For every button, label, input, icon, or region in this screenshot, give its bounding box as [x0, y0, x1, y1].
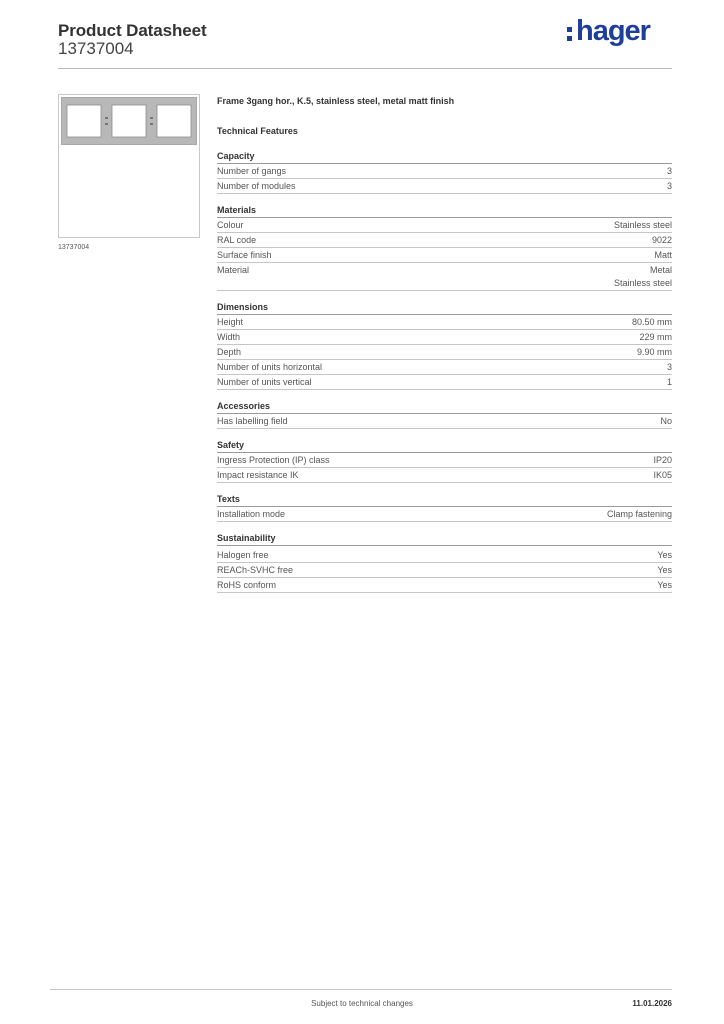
spec-value: Stainless steel — [613, 220, 672, 230]
spec-value: Yes — [657, 580, 672, 590]
spec-row — [217, 263, 672, 291]
technical-features-heading: Technical Features — [217, 126, 298, 136]
footer-date: 11.01.2026 — [632, 999, 672, 1008]
section-accessories — [217, 400, 672, 429]
spec-label: Colour — [217, 220, 244, 230]
image-caption: 13737004 — [58, 244, 90, 251]
spec-row — [217, 330, 672, 345]
spec-row — [217, 375, 672, 390]
spec-row — [217, 218, 672, 233]
spec-row — [217, 179, 672, 194]
spec-row — [217, 507, 672, 522]
spec-label: Surface finish — [217, 250, 272, 260]
spec-value: Matt — [654, 250, 672, 260]
spec-value-line: Stainless steel — [613, 278, 672, 288]
spec-row — [217, 548, 672, 563]
section-materials — [217, 204, 672, 291]
spec-value: Clamp fastening — [606, 509, 672, 519]
spec-value: 9022 — [651, 235, 672, 245]
section-capacity — [217, 150, 672, 194]
spec-row — [217, 360, 672, 375]
specifications — [217, 95, 672, 603]
section-title: Accessories — [217, 400, 672, 414]
product-image — [58, 94, 200, 238]
spec-label: RoHS conform — [217, 580, 277, 590]
spec-value: No — [660, 416, 672, 426]
product-description: Frame 3gang hor., K.5, stainless steel, metal matt finish — [217, 96, 455, 106]
spec-value: 229 mm — [639, 332, 672, 342]
spec-value: 80.50 mm — [631, 317, 672, 327]
spec-value: 3 — [666, 166, 672, 176]
spec-label: Number of modules — [217, 181, 296, 191]
product-frame-3gang-image — [61, 97, 197, 145]
spec-label: Height — [217, 317, 244, 327]
spec-row — [217, 453, 672, 468]
spec-value: Yes — [657, 565, 672, 575]
hager-logo — [567, 14, 659, 50]
section-texts — [217, 493, 672, 522]
section-title: Materials — [217, 204, 672, 218]
spec-label: Installation mode — [217, 509, 286, 519]
spec-label: Depth — [217, 347, 242, 357]
section-title: Sustainability — [217, 532, 672, 546]
footer-divider — [50, 989, 672, 990]
document-title: Product Datasheet — [58, 21, 207, 40]
spec-label: Has labelling field — [217, 416, 288, 426]
spec-label: Number of units horizontal — [217, 362, 323, 372]
spec-row — [217, 578, 672, 593]
spec-value: IK05 — [653, 470, 672, 480]
spec-row — [217, 345, 672, 360]
spec-row — [217, 315, 672, 330]
spec-label: REACh-SVHC free — [217, 565, 294, 575]
spec-label: Halogen free — [217, 550, 269, 560]
spec-value: 9.90 mm — [636, 347, 672, 357]
section-title: Capacity — [217, 150, 672, 164]
section-dimensions — [217, 301, 672, 390]
section-title: Dimensions — [217, 301, 672, 315]
spec-value: Yes — [657, 550, 672, 560]
spec-label: RAL code — [217, 235, 257, 245]
section-title: Texts — [217, 493, 672, 507]
spec-value: 3 — [666, 362, 672, 372]
spec-label: Ingress Protection (IP) class — [217, 455, 330, 465]
header-divider — [58, 68, 672, 69]
section-sustainability — [217, 532, 672, 593]
spec-value — [614, 264, 672, 290]
section-safety — [217, 439, 672, 483]
spec-value: IP20 — [653, 455, 672, 465]
section-title: Safety — [217, 439, 672, 453]
spec-row — [217, 563, 672, 578]
spec-value: 1 — [666, 377, 672, 387]
footer-note: Subject to technical changes — [311, 999, 413, 1008]
spec-label: Width — [217, 332, 241, 342]
brand-name: hager — [576, 15, 650, 47]
spec-label: Number of gangs — [217, 166, 287, 176]
spec-row — [217, 248, 672, 263]
spec-label: Number of units vertical — [217, 377, 312, 387]
spec-row — [217, 164, 672, 179]
spec-row — [217, 233, 672, 248]
spec-row — [217, 468, 672, 483]
spec-value: 3 — [666, 181, 672, 191]
spec-label: Material — [217, 265, 250, 275]
spec-row — [217, 414, 672, 429]
spec-label: Impact resistance IK — [217, 470, 299, 480]
spec-value-line: Metal — [649, 265, 672, 275]
product-code: 13737004 — [58, 39, 134, 58]
